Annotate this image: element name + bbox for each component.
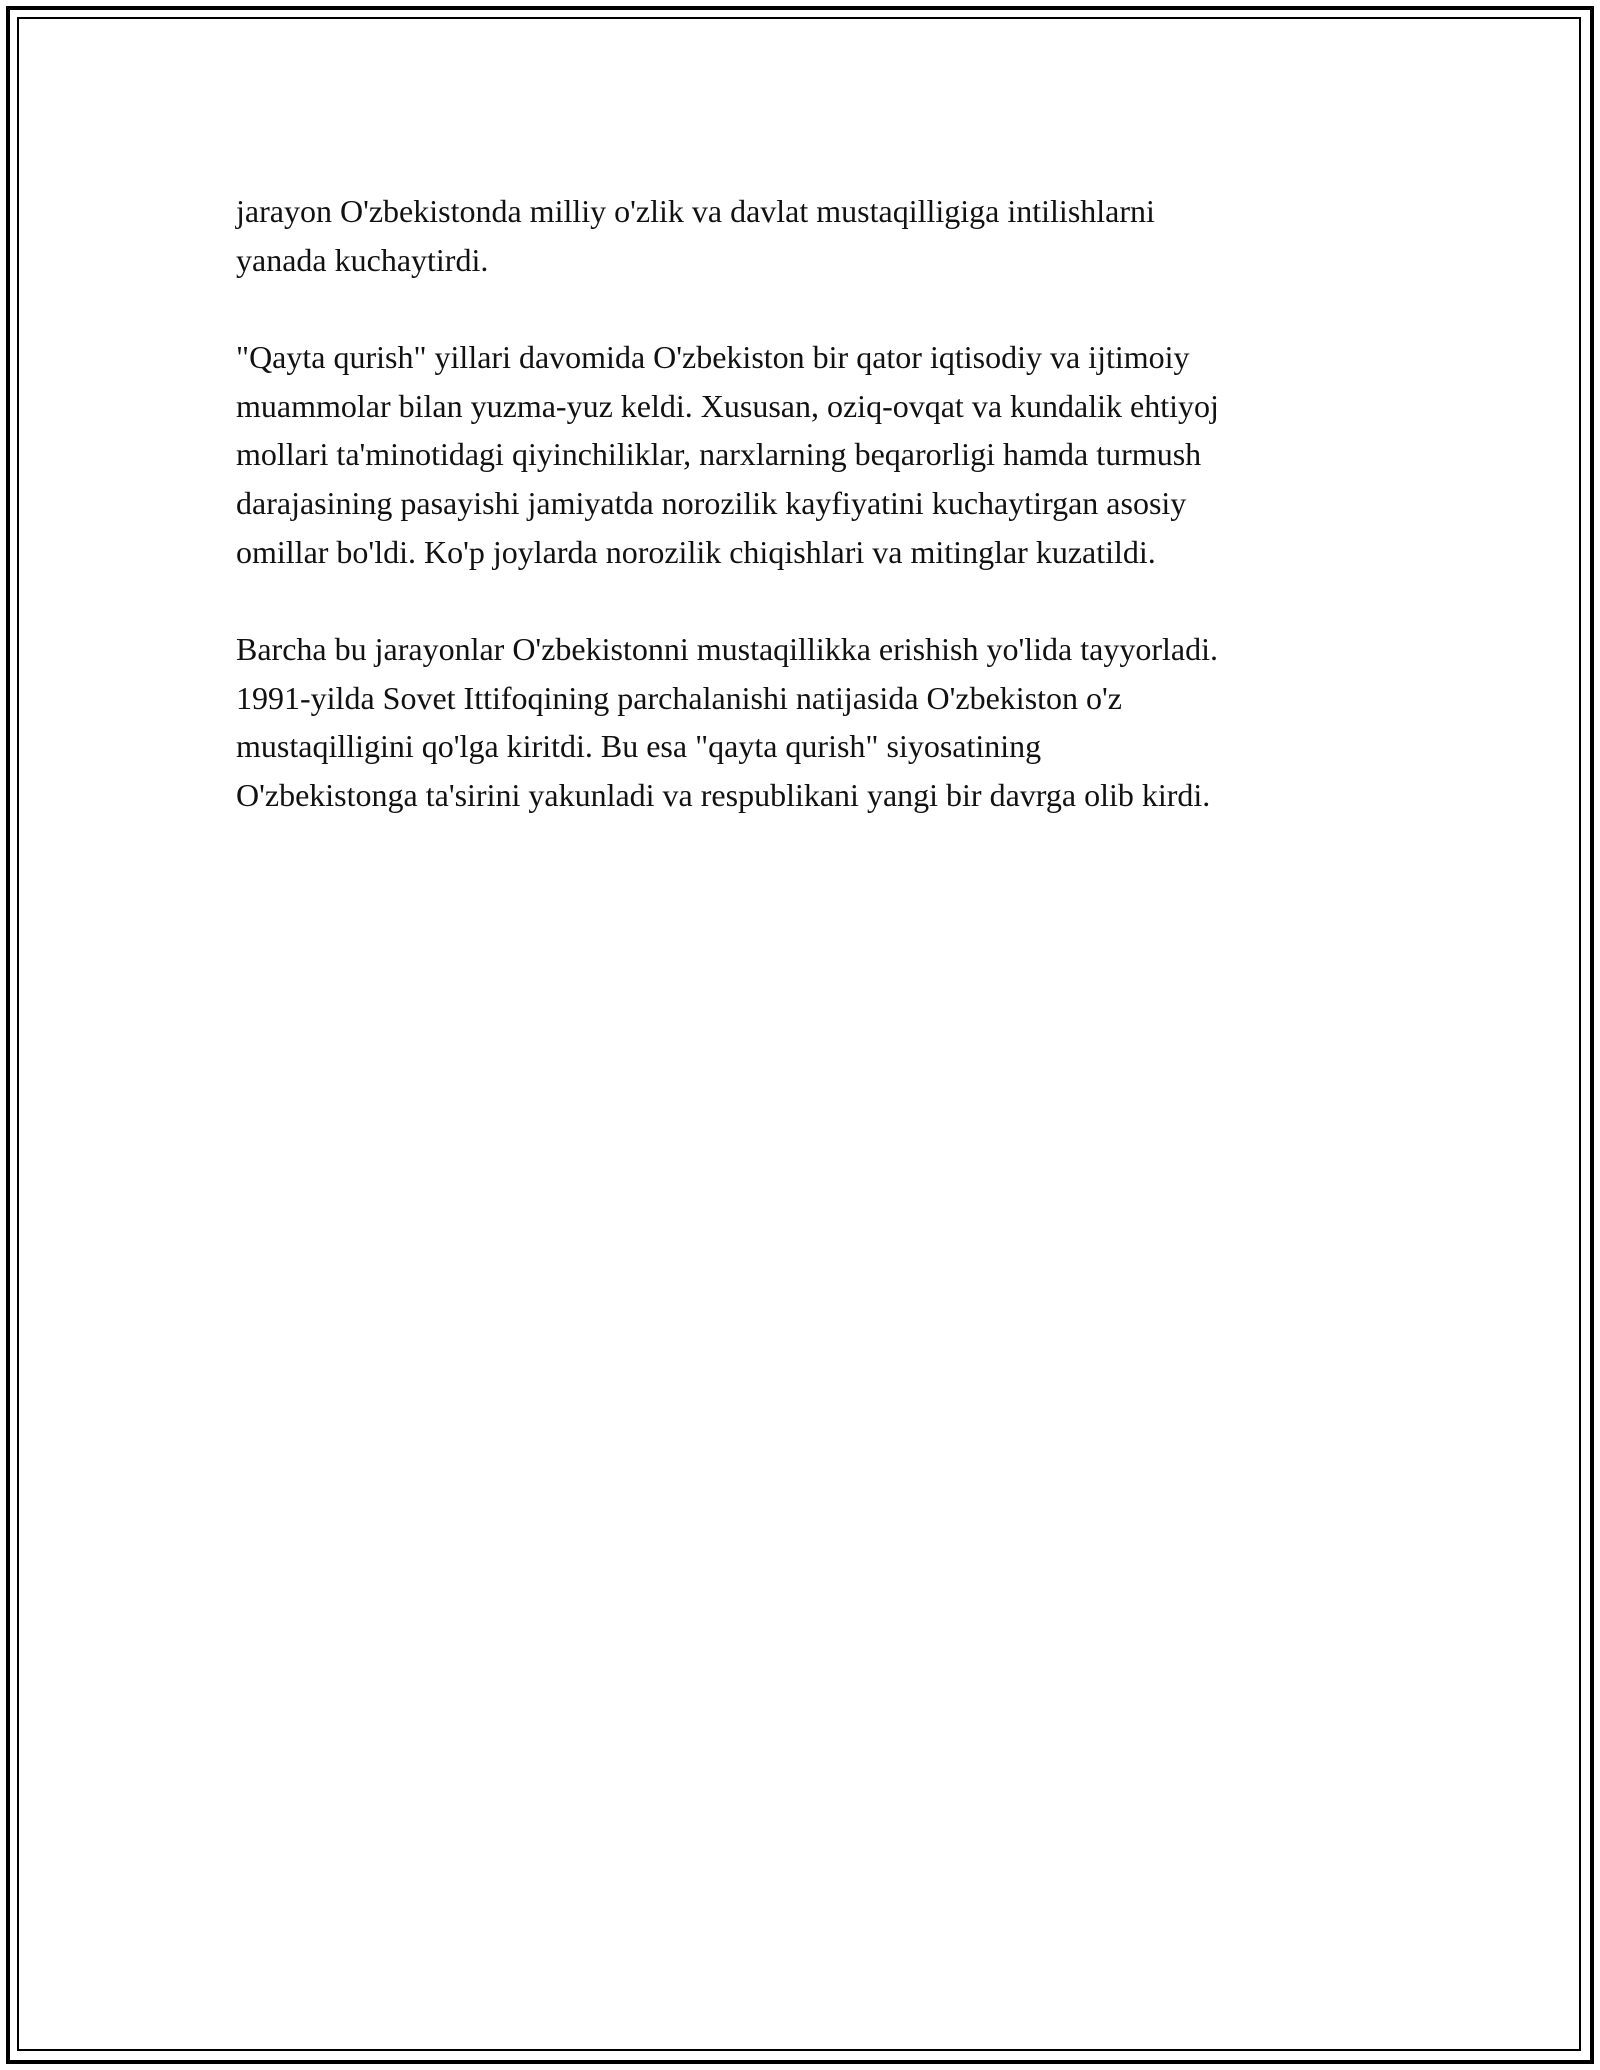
paragraph-line: mollari ta'minotidagi qiyinchiliklar, narxlarning beqarorligi hamda turmush <box>236 436 1202 473</box>
document-body <box>236 187 1436 869</box>
paragraph-2 <box>236 333 1436 576</box>
paragraph-line: yanada kuchaytirdi. <box>236 241 489 278</box>
paragraph-line: "Qayta qurish" yillari davomida O'zbekiston bir qator iqtisodiy va ijtimoiy <box>236 339 1190 376</box>
paragraph-line: jarayon O'zbekistonda milliy o'zlik va davlat mustaqilligiga intilishlarni <box>236 193 1155 229</box>
paragraph-line: Barcha bu jarayonlar O'zbekistonni mustaqillikka erishish yo'lida tayyorladi. <box>236 631 1218 668</box>
paragraph-line: omillar bo'ldi. Ko'p joylarda norozilik chiqishlari va mitinglar kuzatildi. <box>236 533 1156 570</box>
paragraph-3 <box>236 625 1436 819</box>
paragraph-line: mustaqilligini qo'lga kiritdi. Bu esa "qayta qurish" siyosatining <box>236 728 1042 765</box>
paragraph-line: 1991-yilda Sovet Ittifoqining parchalanishi natijasida O'zbekiston o'z <box>236 679 1122 716</box>
paragraph-line: muammolar bilan yuzma-yuz keldi. Xususan, oziq-ovqat va kundalik ehtiyoj <box>236 387 1219 424</box>
paragraph-1 <box>236 187 1436 284</box>
paragraph-line: O'zbekistonga ta'sirini yakunladi va respublikani yangi bir davrga olib kirdi. <box>236 776 1211 813</box>
paragraph-line: darajasining pasayishi jamiyatda norozilik kayfiyatini kuchaytirgan asosiy <box>236 484 1187 521</box>
